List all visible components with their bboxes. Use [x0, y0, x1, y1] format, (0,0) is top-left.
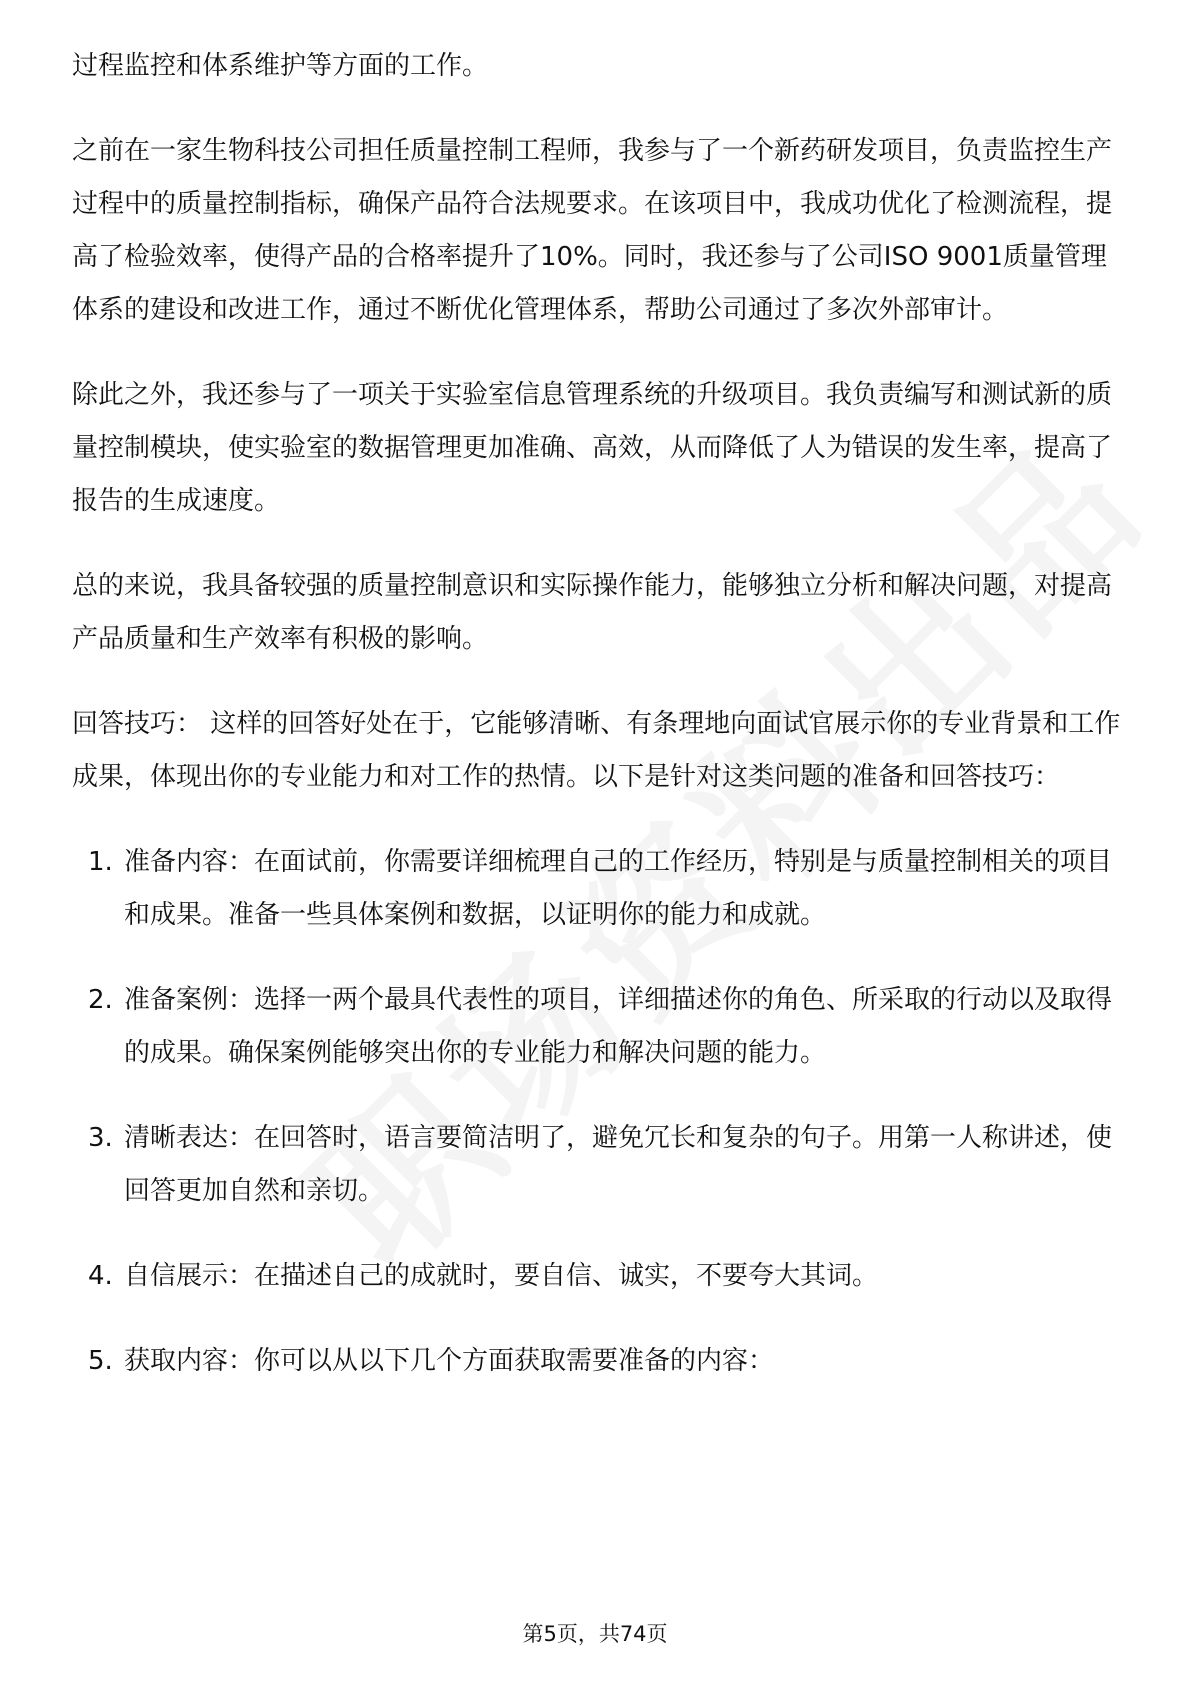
list-item — [72, 836, 1122, 942]
list-item-number: 2. — [88, 985, 113, 1015]
list-item — [72, 1250, 1122, 1303]
list-item-text: 准备案例：选择一两个最具代表性的项目，详细描述你的角色、所采取的行动以及取得的成果。确保案例能够突出你的专业能力和解决问题的能力。 — [124, 985, 1113, 1068]
list-item-number: 4. — [88, 1261, 113, 1291]
list-item — [72, 1112, 1122, 1218]
list-item-number: 1. — [88, 847, 113, 877]
tips-list — [72, 836, 1122, 1388]
list-item-text: 清晰表达：在回答时，语言要简洁明了，避免冗长和复杂的句子。用第一人称讲述，使回答更加自然和亲切。 — [124, 1123, 1113, 1206]
paragraph-4: 总的来说，我具备较强的质量控制意识和实际操作能力，能够独立分析和解决问题，对提高产品质量和生产效率有积极的影响。 — [72, 571, 1113, 654]
list-item-text: 获取内容：你可以从以下几个方面获取需要准备的内容： — [124, 1346, 775, 1376]
paragraph-answer-tips: 回答技巧： 这样的回答好处在于，它能够清晰、有条理地向面试官展示你的专业背景和工作成果，体现出你的专业能力和对工作的热情。以下是针对这类问题的准备和回答技巧： — [72, 709, 1121, 792]
page-number: 第5页，共74页 — [522, 1622, 668, 1646]
list-item-number: 3. — [88, 1123, 113, 1153]
list-item-text: 准备内容：在面试前，你需要详细梳理自己的工作经历，特别是与质量控制相关的项目和成果。准备一些具体案例和数据，以证明你的能力和成就。 — [124, 847, 1113, 930]
list-item-number: 5. — [88, 1346, 113, 1376]
list-item — [72, 1335, 1122, 1388]
paragraph-1: 过程监控和体系维护等方面的工作。 — [72, 51, 489, 81]
paragraph-2: 之前在一家生物科技公司担任质量控制工程师，我参与了一个新药研发项目，负责监控生产过程中的质量控制指标，确保产品符合法规要求。在该项目中，我成功优化了检测流程，提高了检验效率，使得产品的合格率提升了10%。同时，我还参与了公司ISO 9001质量管理体系的建设和改进工作，通过不断优化管理体系，帮助公司通过了多次外部审计。 — [72, 136, 1113, 325]
document-body — [72, 40, 1122, 1420]
list-item — [72, 974, 1122, 1080]
list-item-text: 自信展示：在描述自己的成就时，要自信、诚实，不要夸大其词。 — [124, 1261, 879, 1291]
paragraph-3: 除此之外，我还参与了一项关于实验室信息管理系统的升级项目。我负责编写和测试新的质量控制模块，使实验室的数据管理更加准确、高效，从而降低了人为错误的发生率，提高了报告的生成速度。 — [72, 380, 1113, 516]
